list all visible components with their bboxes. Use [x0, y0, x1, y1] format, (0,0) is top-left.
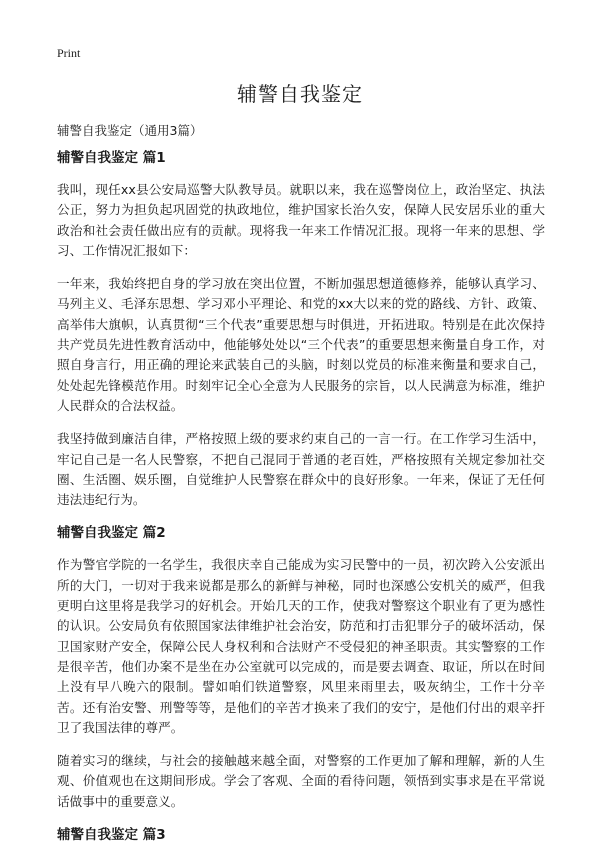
document-subtitle: 辅警自我鉴定（通用3篇）: [57, 123, 203, 138]
section-2-paragraph-1: 作为警官学院的一名学生，我很庆幸自己能成为实习民警中的一员，初次跨入公安派出所的大门，一切对于我来说都是那么的新鲜与神秘，同时也深感公安机关的威严，但我更明白这里将是我学习的好机会。开始几天的工作，使我对警察这个职业有了更为感性的认识。公安局负有依照国家法律维护社会治安，防范和打击犯罪分子的破坏活动，保卫国家财产安全，保障公民人身权利和合法财产不受侵犯的神圣职责。其实警察的工作是很辛苦，他们办案不是坐在办公室就可以完成的，而是要去调查、取证，所以在时间上没有早八晚六的限制。譬如咱们铁道警察，风里来雨里去，吸灰纳尘，工作十分辛苦。还有治安警、刑警等等，是他们的辛苦才换来了我们的安宁，是他们付出的艰辛扞卫了我国法律的尊严。: [57, 557, 545, 735]
section-heading-3: 辅警自我鉴定 篇3: [57, 827, 166, 844]
section-1-paragraph-2: 一年来，我始终把自身的学习放在突出位置，不断加强思想道德修养，能够认真学习、马列主义、毛泽东思想、学习邓小平理论、和党的xx大以来的党的路线、方针、政策、高举伟大旗帜，认真贯彻“三个代表”重要思想与时俱进，开拓进取。特别是在此次保持共产党员先进性教育活动中，他能够处处以“三个代表”的重要思想来衡量自身工作，对照自身言行，用正确的理论来武装自己的头脑，时刻以党员的标准来衡量和要求自己，处处起先锋模范作用。时刻牢记全心全意为人民服务的宗旨，以人民满意为标准，维护人民群众的合法权益。: [57, 276, 545, 413]
section-heading-2: 辅警自我鉴定 篇2: [57, 525, 166, 542]
document-body: [57, 148, 545, 857]
section-2-paragraph-2: 随着实习的继续，与社会的接触越来越全面，对警察的工作更加了解和理解，新的人生观、价值观也在这期间形成。学会了客观、全面的看待问题，领悟到实事求是在平常说话做事中的重要意义。: [57, 753, 545, 809]
print-link[interactable]: Print: [57, 46, 81, 60]
section-1-paragraph-3: 我坚持做到廉洁自律，严格按照上级的要求约束自己的一言一行。在工作学习生活中，牢记自己是一名人民警察，不把自己混同于普通的老百姓，严格按照有关规定参加社交圈、生活圈、娱乐圈，自觉维护人民警察在群众中的良好形象。一年来，保证了无任何违法违纪行为。: [57, 431, 545, 508]
page-title: 辅警自我鉴定: [237, 82, 363, 106]
section-heading-1: 辅警自我鉴定 篇1: [57, 150, 166, 166]
section-1-paragraph-1: 我叫，现任xx县公安局巡警大队教导员。就职以来，我在巡警岗位上，政治坚定、执法公正，努力为担负起巩固党的执政地位，维护国家长治久安，保障人民安居乐业的重大政治和社会责任做出应有的贡献。现将我一年来工作情况汇报。现将一年来的思想、学习、工作情况汇报如下：: [57, 182, 545, 258]
